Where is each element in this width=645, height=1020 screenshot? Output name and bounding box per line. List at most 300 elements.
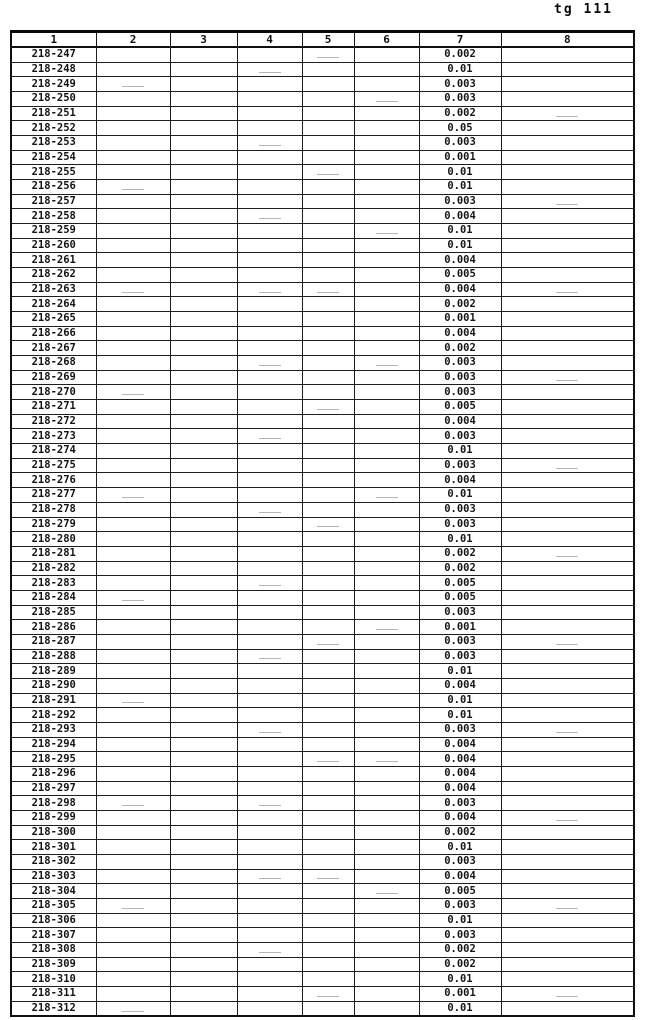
- empty-cell: [302, 898, 354, 913]
- empty-cell: [96, 400, 170, 415]
- sample-id-cell: 218-258: [11, 209, 96, 224]
- empty-cell: [302, 488, 354, 503]
- sample-id-cell: 218-248: [11, 62, 96, 77]
- empty-cell: [302, 400, 354, 415]
- empty-cell: [170, 444, 237, 459]
- empty-cell: [96, 282, 170, 297]
- value-cell: 0.01: [419, 1001, 501, 1016]
- empty-cell: [170, 92, 237, 107]
- value-cell: 0.003: [419, 517, 501, 532]
- table-row: [11, 693, 634, 708]
- empty-cell: [237, 649, 302, 664]
- empty-cell: [302, 532, 354, 547]
- empty-cell: [354, 708, 419, 723]
- empty-cell: [96, 796, 170, 811]
- sample-id-cell: 218-296: [11, 766, 96, 781]
- empty-cell: [96, 458, 170, 473]
- empty-cell: [96, 752, 170, 767]
- empty-cell: [302, 121, 354, 136]
- table-body: [11, 47, 634, 1016]
- empty-cell: [237, 92, 302, 107]
- empty-cell: [302, 766, 354, 781]
- value-cell: 0.01: [419, 224, 501, 239]
- value-cell: 0.01: [419, 664, 501, 679]
- empty-cell: [96, 576, 170, 591]
- empty-cell: [96, 194, 170, 209]
- empty-cell: [501, 488, 634, 503]
- empty-cell: [302, 136, 354, 151]
- empty-cell: [96, 47, 170, 62]
- empty-cell: [354, 180, 419, 195]
- empty-cell: [302, 972, 354, 987]
- empty-cell: [354, 693, 419, 708]
- empty-cell: [237, 326, 302, 341]
- value-cell: 0.01: [419, 62, 501, 77]
- empty-cell: [354, 209, 419, 224]
- sample-id-cell: 218-262: [11, 268, 96, 283]
- table-row: [11, 121, 634, 136]
- sample-id-cell: 218-280: [11, 532, 96, 547]
- empty-cell: [302, 517, 354, 532]
- empty-cell: [96, 1001, 170, 1016]
- table-row: [11, 561, 634, 576]
- empty-cell: [237, 136, 302, 151]
- value-cell: 0.002: [419, 341, 501, 356]
- empty-cell: [170, 781, 237, 796]
- table-row: [11, 620, 634, 635]
- empty-cell: [96, 238, 170, 253]
- sample-id-cell: 218-266: [11, 326, 96, 341]
- value-cell: 0.003: [419, 634, 501, 649]
- table-row: [11, 884, 634, 899]
- empty-cell: [170, 180, 237, 195]
- empty-cell: [170, 840, 237, 855]
- empty-cell: [354, 620, 419, 635]
- empty-cell: [302, 385, 354, 400]
- empty-cell: [302, 913, 354, 928]
- empty-cell: [501, 356, 634, 371]
- value-cell: 0.01: [419, 913, 501, 928]
- empty-cell: [237, 722, 302, 737]
- empty-cell: [237, 62, 302, 77]
- value-cell: 0.004: [419, 253, 501, 268]
- table-row: [11, 209, 634, 224]
- empty-cell: [302, 928, 354, 943]
- column-header-2: 2: [96, 32, 170, 48]
- value-cell: 0.001: [419, 987, 501, 1002]
- value-cell: 0.003: [419, 502, 501, 517]
- sample-id-cell: 218-298: [11, 796, 96, 811]
- table-row: [11, 502, 634, 517]
- empty-cell: [170, 590, 237, 605]
- empty-cell: [501, 458, 634, 473]
- table-row: [11, 840, 634, 855]
- column-header-1: 1: [11, 32, 96, 48]
- empty-cell: [501, 194, 634, 209]
- empty-cell: [354, 781, 419, 796]
- empty-cell: [354, 898, 419, 913]
- sample-id-cell: 218-263: [11, 282, 96, 297]
- empty-cell: [302, 444, 354, 459]
- value-cell: 0.002: [419, 957, 501, 972]
- table-row: [11, 678, 634, 693]
- sample-id-cell: 218-285: [11, 605, 96, 620]
- table-row: [11, 972, 634, 987]
- table-row: [11, 898, 634, 913]
- value-cell: 0.01: [419, 532, 501, 547]
- value-cell: 0.002: [419, 297, 501, 312]
- table-row: [11, 458, 634, 473]
- empty-cell: [237, 517, 302, 532]
- sample-id-cell: 218-310: [11, 972, 96, 987]
- empty-cell: [302, 957, 354, 972]
- empty-cell: [170, 341, 237, 356]
- sample-id-cell: 218-260: [11, 238, 96, 253]
- empty-cell: [170, 121, 237, 136]
- empty-cell: [302, 752, 354, 767]
- empty-cell: [170, 620, 237, 635]
- empty-cell: [96, 106, 170, 121]
- empty-cell: [501, 825, 634, 840]
- table-row: [11, 649, 634, 664]
- empty-cell: [96, 253, 170, 268]
- empty-cell: [170, 576, 237, 591]
- value-cell: 0.004: [419, 752, 501, 767]
- table-row: [11, 810, 634, 825]
- empty-cell: [170, 987, 237, 1002]
- empty-cell: [302, 605, 354, 620]
- empty-cell: [237, 165, 302, 180]
- value-cell: 0.003: [419, 928, 501, 943]
- empty-cell: [237, 957, 302, 972]
- value-cell: 0.003: [419, 722, 501, 737]
- empty-cell: [302, 1001, 354, 1016]
- table-row: [11, 341, 634, 356]
- empty-cell: [354, 458, 419, 473]
- empty-cell: [302, 473, 354, 488]
- empty-cell: [302, 825, 354, 840]
- empty-cell: [501, 649, 634, 664]
- empty-cell: [237, 620, 302, 635]
- value-cell: 0.01: [419, 840, 501, 855]
- empty-cell: [237, 796, 302, 811]
- empty-cell: [96, 737, 170, 752]
- table-row: [11, 47, 634, 62]
- sample-id-cell: 218-275: [11, 458, 96, 473]
- empty-cell: [501, 693, 634, 708]
- value-cell: 0.003: [419, 370, 501, 385]
- empty-cell: [354, 869, 419, 884]
- empty-cell: [501, 502, 634, 517]
- empty-cell: [96, 488, 170, 503]
- empty-cell: [302, 810, 354, 825]
- empty-cell: [302, 576, 354, 591]
- empty-cell: [170, 268, 237, 283]
- empty-cell: [354, 488, 419, 503]
- empty-cell: [354, 92, 419, 107]
- column-header-7: 7: [419, 32, 501, 48]
- empty-cell: [501, 576, 634, 591]
- value-cell: 0.003: [419, 605, 501, 620]
- table-row: [11, 253, 634, 268]
- empty-cell: [302, 634, 354, 649]
- empty-cell: [170, 312, 237, 327]
- empty-cell: [96, 136, 170, 151]
- empty-cell: [96, 297, 170, 312]
- empty-cell: [354, 576, 419, 591]
- empty-cell: [354, 62, 419, 77]
- value-cell: 0.003: [419, 429, 501, 444]
- empty-cell: [170, 238, 237, 253]
- sample-id-cell: 218-256: [11, 180, 96, 195]
- value-cell: 0.01: [419, 238, 501, 253]
- value-cell: 0.004: [419, 810, 501, 825]
- empty-cell: [170, 429, 237, 444]
- sample-id-cell: 218-279: [11, 517, 96, 532]
- empty-cell: [501, 312, 634, 327]
- empty-cell: [170, 400, 237, 415]
- empty-cell: [354, 297, 419, 312]
- table-row: [11, 752, 634, 767]
- empty-cell: [170, 693, 237, 708]
- empty-cell: [237, 546, 302, 561]
- empty-cell: [237, 238, 302, 253]
- table-row: [11, 605, 634, 620]
- table-row: [11, 326, 634, 341]
- table-row: [11, 576, 634, 591]
- empty-cell: [354, 429, 419, 444]
- empty-cell: [501, 781, 634, 796]
- empty-cell: [170, 370, 237, 385]
- table-row: [11, 106, 634, 121]
- empty-cell: [170, 546, 237, 561]
- empty-cell: [501, 708, 634, 723]
- empty-cell: [302, 546, 354, 561]
- empty-cell: [170, 664, 237, 679]
- sample-id-cell: 218-257: [11, 194, 96, 209]
- value-cell: 0.004: [419, 414, 501, 429]
- empty-cell: [96, 356, 170, 371]
- empty-cell: [302, 224, 354, 239]
- empty-cell: [237, 121, 302, 136]
- empty-cell: [96, 121, 170, 136]
- empty-cell: [96, 766, 170, 781]
- value-cell: 0.01: [419, 180, 501, 195]
- empty-cell: [354, 942, 419, 957]
- empty-cell: [170, 678, 237, 693]
- empty-cell: [96, 722, 170, 737]
- empty-cell: [501, 165, 634, 180]
- empty-cell: [96, 869, 170, 884]
- value-cell: 0.002: [419, 106, 501, 121]
- empty-cell: [96, 224, 170, 239]
- sample-id-cell: 218-272: [11, 414, 96, 429]
- empty-cell: [302, 781, 354, 796]
- empty-cell: [302, 649, 354, 664]
- value-cell: 0.001: [419, 150, 501, 165]
- sample-id-cell: 218-295: [11, 752, 96, 767]
- empty-cell: [170, 297, 237, 312]
- empty-cell: [354, 634, 419, 649]
- empty-cell: [501, 590, 634, 605]
- value-cell: 0.01: [419, 488, 501, 503]
- empty-cell: [237, 1001, 302, 1016]
- empty-cell: [96, 957, 170, 972]
- empty-cell: [237, 502, 302, 517]
- empty-cell: [170, 385, 237, 400]
- empty-cell: [302, 326, 354, 341]
- sample-id-cell: 218-253: [11, 136, 96, 151]
- empty-cell: [170, 708, 237, 723]
- sample-id-cell: 218-306: [11, 913, 96, 928]
- empty-cell: [96, 810, 170, 825]
- empty-cell: [170, 810, 237, 825]
- value-cell: 0.003: [419, 136, 501, 151]
- value-cell: 0.005: [419, 400, 501, 415]
- empty-cell: [237, 752, 302, 767]
- empty-cell: [170, 209, 237, 224]
- sample-id-cell: 218-304: [11, 884, 96, 899]
- sample-id-cell: 218-269: [11, 370, 96, 385]
- empty-cell: [170, 150, 237, 165]
- empty-cell: [302, 370, 354, 385]
- empty-cell: [302, 708, 354, 723]
- value-cell: 0.005: [419, 576, 501, 591]
- empty-cell: [96, 326, 170, 341]
- empty-cell: [237, 928, 302, 943]
- sample-id-cell: 218-291: [11, 693, 96, 708]
- table-row: [11, 62, 634, 77]
- table-row: [11, 987, 634, 1002]
- empty-cell: [237, 693, 302, 708]
- value-cell: 0.005: [419, 884, 501, 899]
- empty-cell: [96, 649, 170, 664]
- table-row: [11, 194, 634, 209]
- empty-cell: [237, 150, 302, 165]
- value-cell: 0.004: [419, 737, 501, 752]
- value-cell: 0.01: [419, 708, 501, 723]
- table-row: [11, 928, 634, 943]
- empty-cell: [501, 121, 634, 136]
- empty-cell: [354, 825, 419, 840]
- empty-cell: [170, 898, 237, 913]
- table-row: [11, 488, 634, 503]
- empty-cell: [302, 561, 354, 576]
- empty-cell: [354, 136, 419, 151]
- empty-cell: [96, 693, 170, 708]
- empty-cell: [170, 942, 237, 957]
- value-cell: 0.003: [419, 458, 501, 473]
- empty-cell: [354, 502, 419, 517]
- empty-cell: [170, 913, 237, 928]
- empty-cell: [237, 825, 302, 840]
- empty-cell: [501, 429, 634, 444]
- empty-cell: [170, 884, 237, 899]
- empty-cell: [354, 326, 419, 341]
- empty-cell: [237, 532, 302, 547]
- empty-cell: [96, 605, 170, 620]
- empty-cell: [170, 224, 237, 239]
- empty-cell: [501, 752, 634, 767]
- empty-cell: [302, 737, 354, 752]
- table-row: [11, 664, 634, 679]
- sample-id-cell: 218-302: [11, 854, 96, 869]
- empty-cell: [170, 326, 237, 341]
- empty-cell: [354, 766, 419, 781]
- table-row: [11, 796, 634, 811]
- table-row: [11, 854, 634, 869]
- empty-cell: [302, 869, 354, 884]
- page-corner-label: tg 111: [554, 2, 613, 17]
- table-row: [11, 546, 634, 561]
- empty-cell: [501, 620, 634, 635]
- sample-id-cell: 218-290: [11, 678, 96, 693]
- value-cell: 0.003: [419, 194, 501, 209]
- empty-cell: [501, 737, 634, 752]
- empty-cell: [237, 869, 302, 884]
- empty-cell: [237, 473, 302, 488]
- sample-id-cell: 218-276: [11, 473, 96, 488]
- sample-id-cell: 218-303: [11, 869, 96, 884]
- empty-cell: [170, 517, 237, 532]
- empty-cell: [237, 356, 302, 371]
- sample-id-cell: 218-284: [11, 590, 96, 605]
- empty-cell: [501, 92, 634, 107]
- empty-cell: [302, 209, 354, 224]
- table-row: [11, 913, 634, 928]
- value-cell: 0.01: [419, 972, 501, 987]
- empty-cell: [302, 77, 354, 92]
- table-row: [11, 356, 634, 371]
- empty-cell: [501, 664, 634, 679]
- table-row: [11, 400, 634, 415]
- empty-cell: [237, 942, 302, 957]
- empty-cell: [237, 312, 302, 327]
- column-header-4: 4: [237, 32, 302, 48]
- column-header-5: 5: [302, 32, 354, 48]
- empty-cell: [354, 752, 419, 767]
- sample-id-cell: 218-307: [11, 928, 96, 943]
- empty-cell: [501, 957, 634, 972]
- empty-cell: [96, 62, 170, 77]
- empty-cell: [501, 796, 634, 811]
- empty-cell: [170, 766, 237, 781]
- table-row: [11, 957, 634, 972]
- empty-cell: [96, 678, 170, 693]
- empty-cell: [302, 987, 354, 1002]
- empty-cell: [302, 106, 354, 121]
- empty-cell: [501, 722, 634, 737]
- empty-cell: [501, 884, 634, 899]
- table-row: [11, 312, 634, 327]
- empty-cell: [501, 678, 634, 693]
- empty-cell: [170, 752, 237, 767]
- empty-cell: [96, 620, 170, 635]
- empty-cell: [302, 282, 354, 297]
- empty-cell: [302, 693, 354, 708]
- empty-cell: [237, 884, 302, 899]
- empty-cell: [354, 370, 419, 385]
- empty-cell: [96, 312, 170, 327]
- empty-cell: [354, 253, 419, 268]
- empty-cell: [170, 796, 237, 811]
- empty-cell: [170, 854, 237, 869]
- sample-id-cell: 218-270: [11, 385, 96, 400]
- empty-cell: [96, 444, 170, 459]
- empty-cell: [96, 532, 170, 547]
- table-row: [11, 634, 634, 649]
- value-cell: 0.003: [419, 356, 501, 371]
